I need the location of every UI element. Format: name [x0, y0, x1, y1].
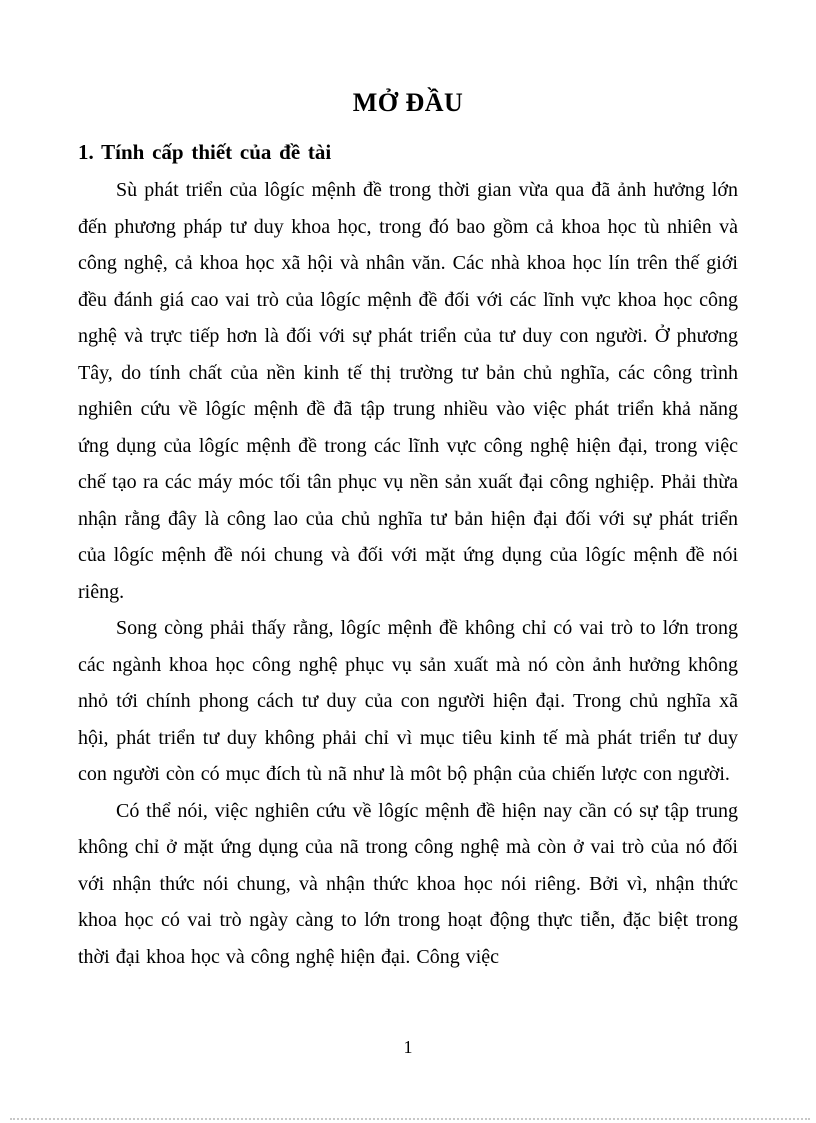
- paragraph-3: Có thể nói, việc nghiên cứu về lôgíc mệnh đề hiện nay cần có sự tập trung không chỉ ở mặt ứng dụng của nã trong công nghệ mà còn ở vai trò của nó đối với nhận thức nói chung, và nhận thức khoa học nói riêng. Bởi vì, nhận thức khoa học có vai trò ngày càng to lớn trong hoạt động thực tiễn, đặc biệt trong thời đại khoa học và công nghệ hiện đại. Công việc: [78, 799, 738, 968]
- paragraph-2: Song còng phải thấy rằng, lôgíc mệnh đề không chỉ có vai trò to lớn trong các ngành khoa học công nghệ phục vụ sản xuất mà nó còn ảnh hưởng không nhỏ tới chính phong cách tư duy của con người hiện đại. Trong chủ nghĩa xã hội, phát triển tư duy không phải chỉ vì mục tiêu kinh tế mà phát triển tư duy con người còn có mục đích tù nã như là môt bộ phận của chiến lược con người.: [78, 617, 738, 785]
- page-bottom-divider: [10, 1118, 810, 1120]
- page-title: MỞ ĐẦU: [352, 88, 464, 117]
- paragraph-1: Sù phát triển của lôgíc mệnh đề trong thời gian vừa qua đã ảnh hưởng lớn đến phương pháp tư duy khoa học, trong đó bao gồm cả khoa học tù nhiên và công nghệ, cả khoa học xã hội và nhân văn. Các nhà khoa học lín trên thế giới đều đánh giá cao vai trò của lôgíc mệnh đề đối với các lĩnh vực khoa học công nghệ và trực tiếp hơn là đối với sự phát triển của tư duy con người. Ở phương Tây, do tính chất của nền kinh tế thị trường tư bản chủ nghĩa, các công trình nghiên cứu về lôgíc mệnh đề đã tập trung nhiều vào việc phát triển khả năng ứng dụng của lôgíc mệnh đề trong các lĩnh vực công nghệ hiện đại, trong việc chế tạo ra các máy móc tối tân phục vụ nền sản xuất đại công nghiệp. Phải thừa nhận rằng đây là công lao của chủ nghĩa tư bản hiện đại đối với sự phát triển của lôgíc mệnh đề nói chung và đối với mặt ứng dụng của lôgíc mệnh đề nói riêng.: [78, 179, 738, 603]
- page-number: 1: [403, 1037, 413, 1057]
- section-heading: 1. Tính cấp thiết của đề tài: [78, 140, 332, 164]
